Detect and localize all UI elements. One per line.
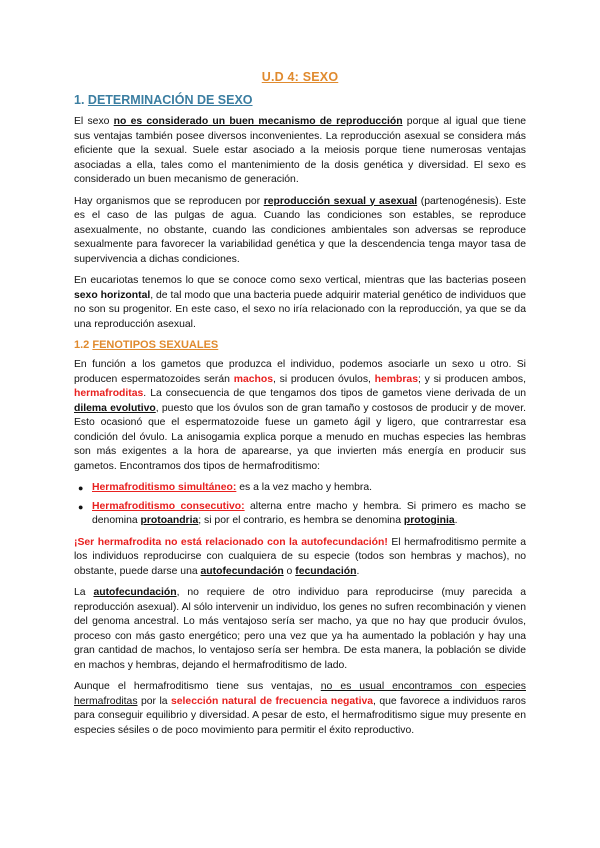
list-item: ● Hermafroditismo simultáneo: es a la vez macho y hembra. xyxy=(74,481,526,496)
bullet-icon: ● xyxy=(78,501,84,512)
term-hermafroditas: hermafroditas xyxy=(74,388,144,399)
emphasis: reproducción sexual y asexual xyxy=(263,195,418,207)
bullet-icon: ● xyxy=(78,483,84,493)
emphasis: sexo horizontal xyxy=(74,289,151,301)
emphasis: no es considerado un buen mecanismo de reproducción xyxy=(113,116,403,127)
subsection-number: 1.2 xyxy=(74,339,90,351)
paragraph: El sexo no es considerado un buen mecanismo de reproducción porque al igual que tiene sus ventajas también posee diversos inconvenientes. La reproducción asexual se considera más eficiente que la sexual. Suele estar asociado a la meiosis porque tiene numerosas ventajas asociadas a ella, tales como el mantenimiento de la dosis genética y diversidad. El sexo es considerado un buen mecanismo de generación. xyxy=(74,116,527,185)
document-page xyxy=(74,70,526,745)
paragraph: En función a los gametos que produzca el individuo, podemos asociarle un sexo u otro. Si producen espermatozoides serán machos, si producen óvulos, hembras; y si producen ambos, hermafroditas. La consecuencia de que tengamos dos tipos de gametos viene derivada de un dilema evolutivo, puesto que los óvulos son de gran tamaño y costosos de producir y de mover. Esto ocasionó que el espermatozoide fuese un gameto ágil y ligero, que contrarrestar esa condición del óvulo. La anisogamia explica porque a menudo en muchas especies las hembras son más exigentes a la hora de aparearse, ya que invierten más energía en producir sus gametos. Encontramos dos tipos de hermafroditismo: xyxy=(74,359,526,472)
paragraph: Hay organismos que se reproducen por reproducción sexual y asexual (partenogénesis). Este es el caso de las pulgas de agua. Cuando las condiciones son estables, se reproduce asexualmente, no obstante, cuando las condiciones ambientales son adversas se reproduce sexualmente para favorecer la variabilidad genética y que la descendencia tenga mayor tasa de supervivencia a dichas condiciones. xyxy=(74,195,526,265)
subsection-title: FENOTIPOS SEXUALES xyxy=(92,339,219,351)
list-item: ● Hermafroditismo consecutivo: alterna entre macho y hembra. Si primero es macho se denomina protoandria; si por el contrario, es hembra se denomina protoginia. xyxy=(78,500,526,526)
bullet-list xyxy=(74,481,526,529)
section-number: 1. xyxy=(74,93,85,107)
paragraph: En eucariotas tenemos lo que se conoce como sexo vertical, mientras que las bacterias poseen sexo horizontal, de tal modo que una bacteria puede adquirir material genético de individuos que no son su progenitor. En este caso, el sexo no iría relacionado con la reproducción, ya que se da una reproducción asexual. xyxy=(74,275,526,330)
term-hembras: hembras xyxy=(374,373,418,385)
paragraph: La autofecundación, no requiere de otro individuo para reproducirse (muy parecida a reproducción asexual). Al sólo intervenir un individuo, los genes no sufren recombinación y vienen del genoma ancestral. Lo más ventajoso sería ser macho, ya que no hay que producir óvulos, proceso con más gasto energético; pero una vez que ya ha aumentado la población y hay una gran cantidad de machos, lo ventajoso sería ser hembra. De esta manera, la población se divide en machos y hembras, dejando el hermafroditismo de lado. xyxy=(74,587,526,671)
paragraph: Aunque el hermafroditismo tiene sus ventajas, no es usual encontramos con especies hermafroditas por la selección natural de frecuencia negativa, que favorece a individuos raros para conseguir equilibrio y diversidad. A pesar de esto, el hermafroditismo sigue muy presente en especies sésiles o de poco movimiento para permitir el éxito reproductivo. xyxy=(74,681,526,736)
paragraph: ¡Ser hermafrodita no está relacionado con la autofecundación! El hermafroditismo permite a los individuos reproducirse con cualquiera de su especie (todos son hembras y machos), no obstante, puede darse una autofecundación o fecundación. xyxy=(74,536,526,577)
section-1-heading xyxy=(74,93,526,107)
term-dilema: dilema evolutivo xyxy=(74,402,156,414)
section-1-2-heading xyxy=(74,339,526,351)
section-title: DETERMINACIÓN DE SEXO xyxy=(87,93,253,107)
term-machos: machos xyxy=(233,373,273,385)
callout: ¡Ser hermafrodita no está relacionado con la autofecundación! xyxy=(74,536,388,548)
document-title: U.D 4: SEXO xyxy=(261,70,339,84)
